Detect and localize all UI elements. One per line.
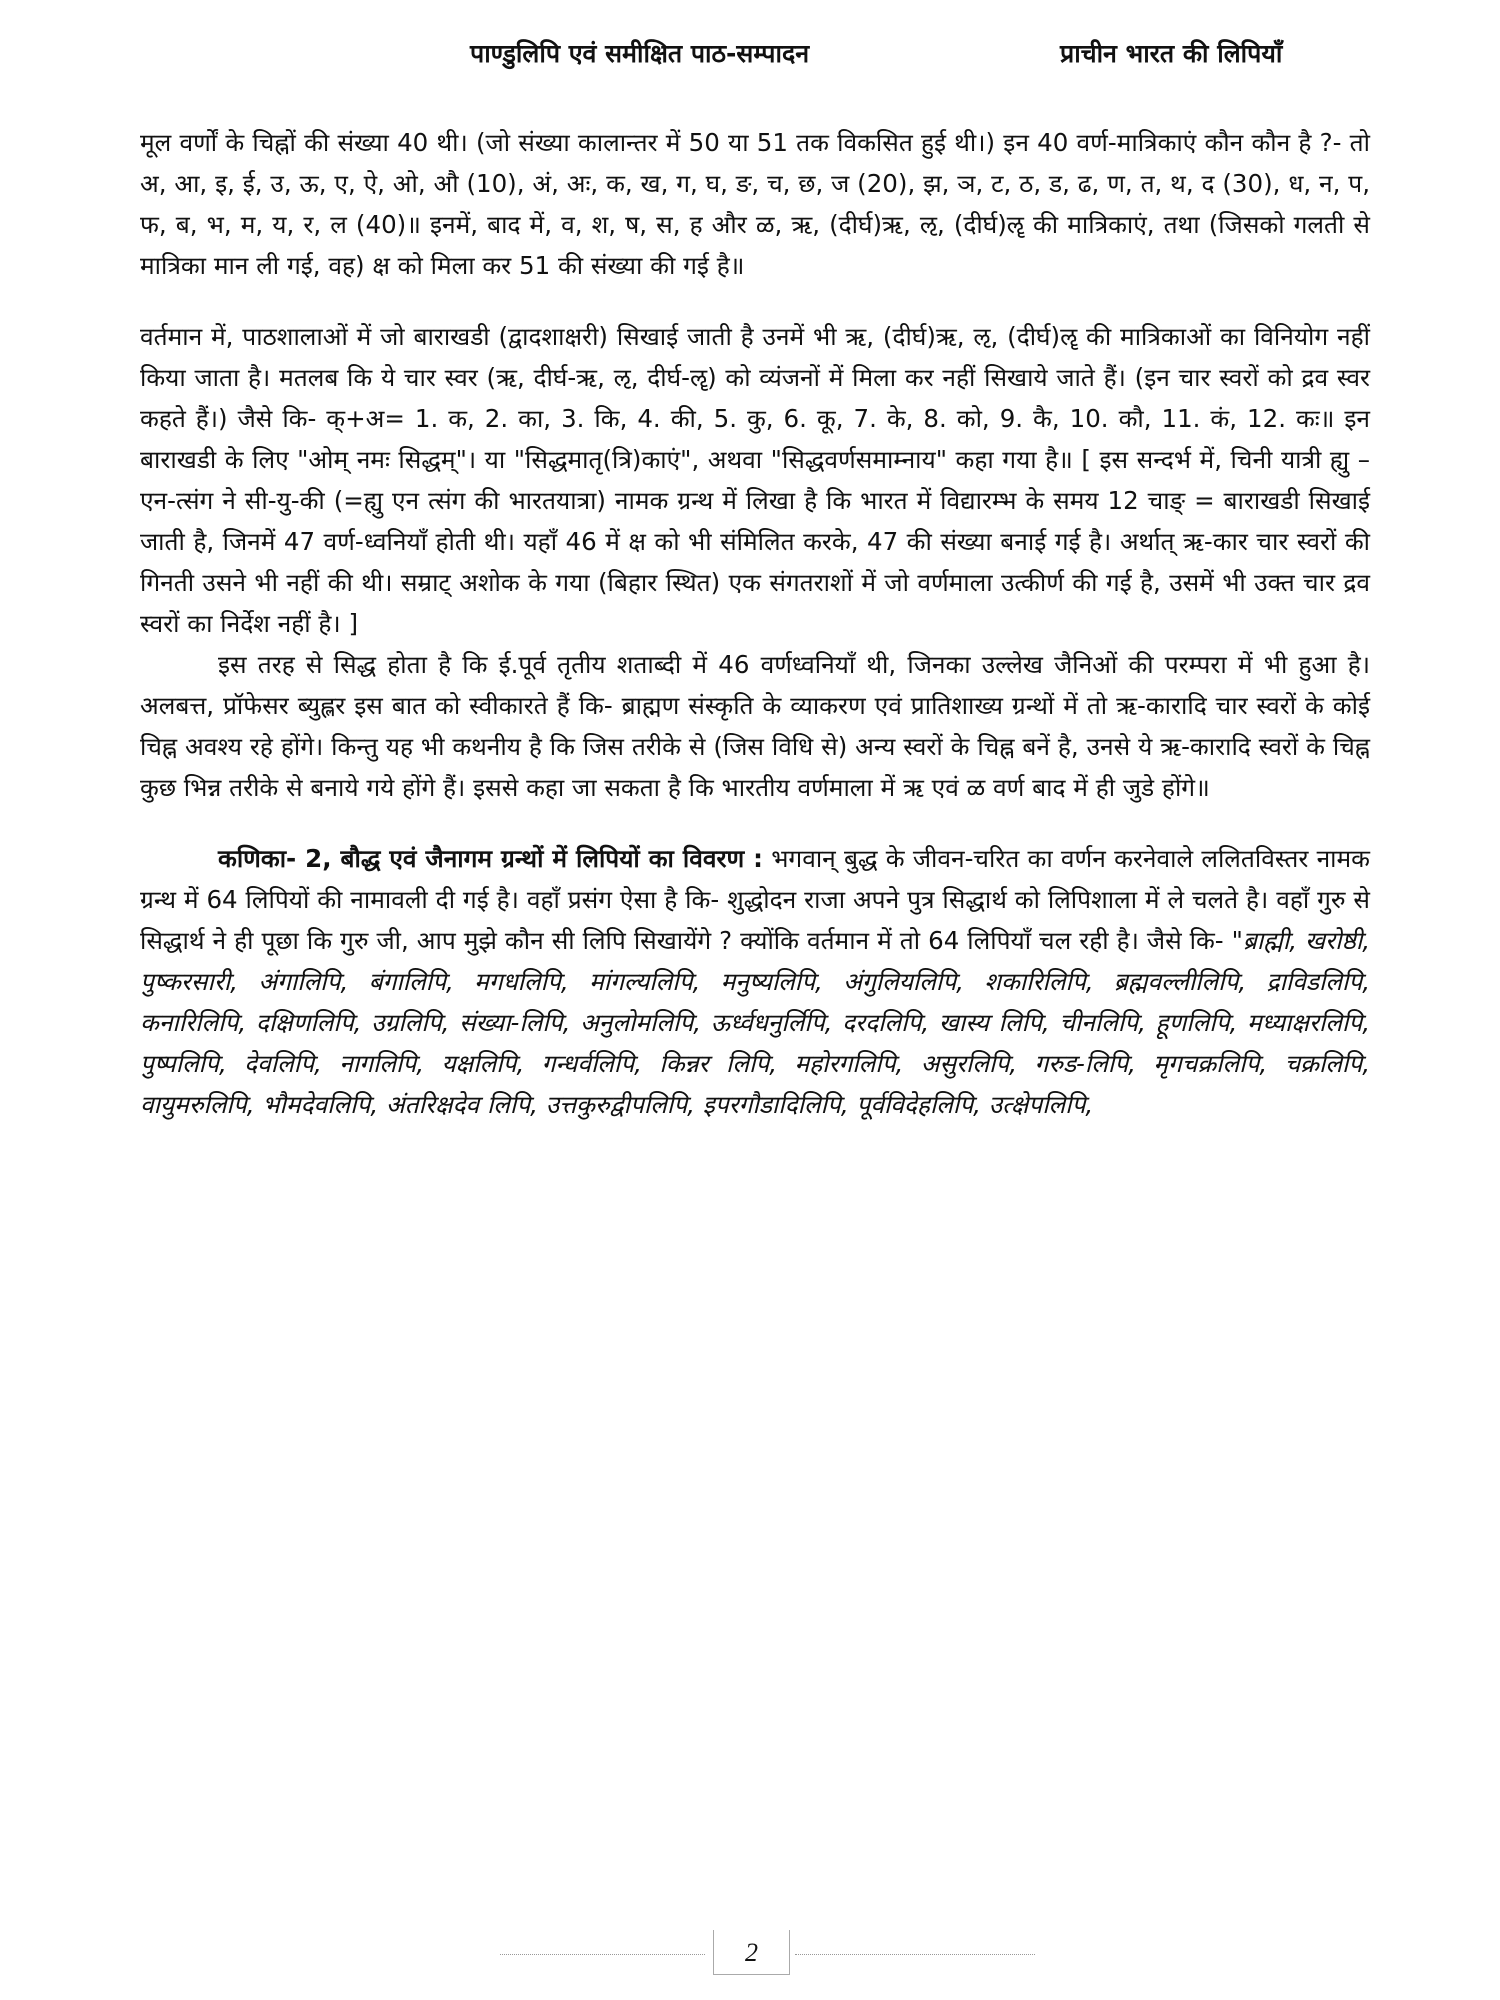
paragraph-1: मूल वर्णों के चिह्नों की संख्या 40 थी। (जो संख्या कालान्तर में 50 या 51 तक विकसित हुई थी।) इन 40 वर्ण-मात्रिकाएं कौन कौन है ?- तो अ, आ, इ, ई, उ, ऊ, ए, ऐ, ओ, औ (10), अं, अः, क, ख, ग, घ, ङ, च, छ, ज (20), झ, ञ, ट, ठ, ड, ढ, ण, त, थ, द (30), ध, न, प, फ, ब, भ, म, य, र, ल (40)॥ इनमें, बाद में, व, श, ष, स, ह और ळ, ऋ, (दीर्घ)ऋ, ऌ, (दीर्घ)ॡ की मात्रिकाएं, तथा (जिसको गलती से मात्रिका मान ली गई, वह) क्ष को मिला कर 51 की संख्या की गई है॥ (140, 128, 1370, 280)
running-header (0, 30, 1500, 80)
paragraph-2: वर्तमान में, पाठशालाओं में जो बाराखडी (द्वादशाक्षरी) सिखाई जाती है उनमें भी ऋ, (दीर्घ)ऋ, ऌ, (दीर्घ)ॡ की मात्रिकाओं का विनियोग नहीं किया जाता है। मतलब कि ये चार स्वर (ऋ, दीर्घ-ऋ, ऌ, दीर्घ-ॡ) को व्यंजनों में मिला कर नहीं सिखाये जाते हैं। (इन चार स्वरों को द्रव स्वर कहते हैं।) जैसे कि- क्+अ= 1. क, 2. का, 3. कि, 4. की, 5. कु, 6. कू, 7. के, 8. को, 9. कै, 10. कौ, 11. कं, 12. कः॥ इन बाराखडी के लिए "ओम् नमः सिद्धम्"। या "सिद्धमातृ(त्रि)काएं", अथवा "सिद्धवर्णसमाम्नाय" कहा गया है॥ [ इस सन्दर्भ में, चिनी यात्री ह्यु –एन-त्संग ने सी-यु-की (=ह्यु एन त्संग की भारतयात्रा) नामक ग्रन्थ में लिखा है कि भारत में विद्यारम्भ के समय 12 चाङ् = बाराखडी सिखाई जाती है, जिनमें 47 वर्ण-ध्वनियाँ होती थी। यहाँ 46 में क्ष को भी संमिलित करके, 47 की संख्या बनाई गई है। अर्थात् ऋ-कार चार स्वरों की गिनती उसने भी नहीं की थी। सम्राट् अशोक के गया (बिहार स्थित) एक संगतराशों में जो वर्णमाला उत्कीर्ण की गई है, उसमें भी उक्त चार द्रव स्वरों का निर्देश नहीं है। ] (140, 322, 1370, 638)
page-number: 2 (713, 1930, 790, 1975)
footer-divider-left (500, 1954, 705, 1955)
footer-divider-right (795, 1954, 1035, 1955)
header-book-title: पाण्डुलिपि एवं समीक्षित पाठ-सम्पादन (470, 39, 810, 68)
script-names-list: ब्राह्मी, खरोष्ठी, पुष्करसारी, अंगालिपि, बंगालिपि, मगधलिपि, मांगल्यलिपि, मनुष्यलिपि, अंगुलियलिपि, शकारिलिपि, ब्रह्मवल्लीलिपि, द्राविडलिपि, कनारिलिपि, दक्षिणलिपि, उग्रलिपि, संख्या-लिपि, अनुलोमलिपि, ऊर्ध्वधनुर्लिपि, दरदलिपि, खास्य लिपि, चीनलिपि, हूणलिपि, मध्याक्षरलिपि, पुष्पलिपि, देवलिपि, नागलिपि, यक्षलिपि, गन्धर्वलिपि, किन्नर लिपि, महोरगलिपि, असुरलिपि, गरुड-लिपि, मृगचक्रलिपि, चक्रलिपि, वायुमरुलिपि, भौमदेवलिपि, अंतरिक्षदेव लिपि, उत्तकुरुद्वीपलिपि, इपरगौडादिलिपि, पूर्वविदेहलिपि, उत्क्षेपलिपि, (140, 926, 1370, 1119)
section-heading: कणिका- 2, बौद्ध एवं जैनागम ग्रन्थों में लिपियों का विवरण : (218, 844, 763, 873)
header-chapter-title: प्राचीन भारत की लिपियाँ (1060, 39, 1283, 68)
page-body (140, 122, 1370, 1125)
paragraph-4 (140, 838, 1370, 1125)
paragraph-3: इस तरह से सिद्ध होता है कि ई.पूर्व तृतीय शताब्दी में 46 वर्णध्वनियाँ थी, जिनका उल्लेख जैनिओं की परम्परा में भी हुआ है। अलबत्त, प्रॉफेसर ब्युह्लर इस बात को स्वीकारते हैं कि- ब्राह्मण संस्कृति के व्याकरण एवं प्रातिशाख्य ग्रन्थों में तो ऋ-कारादि चार स्वरों के कोई चिह्न अवश्य रहे होंगे। किन्तु यह भी कथनीय है कि जिस तरीके से (जिस विधि से) अन्य स्वरों के चिह्न बनें है, उनसे ये ऋ-कारादि स्वरों के चिह्न कुछ भिन्न तरीके से बनाये गये होंगे हैं। इससे कहा जा सकता है कि भारतीय वर्णमाला में ऋ एवं ळ वर्ण बाद में ही जुडे होंगे॥ (140, 650, 1370, 802)
paragraph-4-text: भगवान् बुद्ध के जीवन-चरित का वर्णन करनेवाले ललितविस्तर नामक ग्रन्थ में 64 लिपियों की नामावली दी गई है। वहाँ प्रसंग ऐसा है कि- शुद्धोदन राजा अपने पुत्र सिद्धार्थ को लिपिशाला में ले चलते है। वहाँ गुरु से सिद्धार्थ ने ही पूछा कि गुरु जी, आप मुझे कौन सी लिपि सिखायेंगे ? क्योंकि वर्तमान में तो 64 लिपियाँ चल रही है। जैसे कि- " (140, 844, 1370, 955)
